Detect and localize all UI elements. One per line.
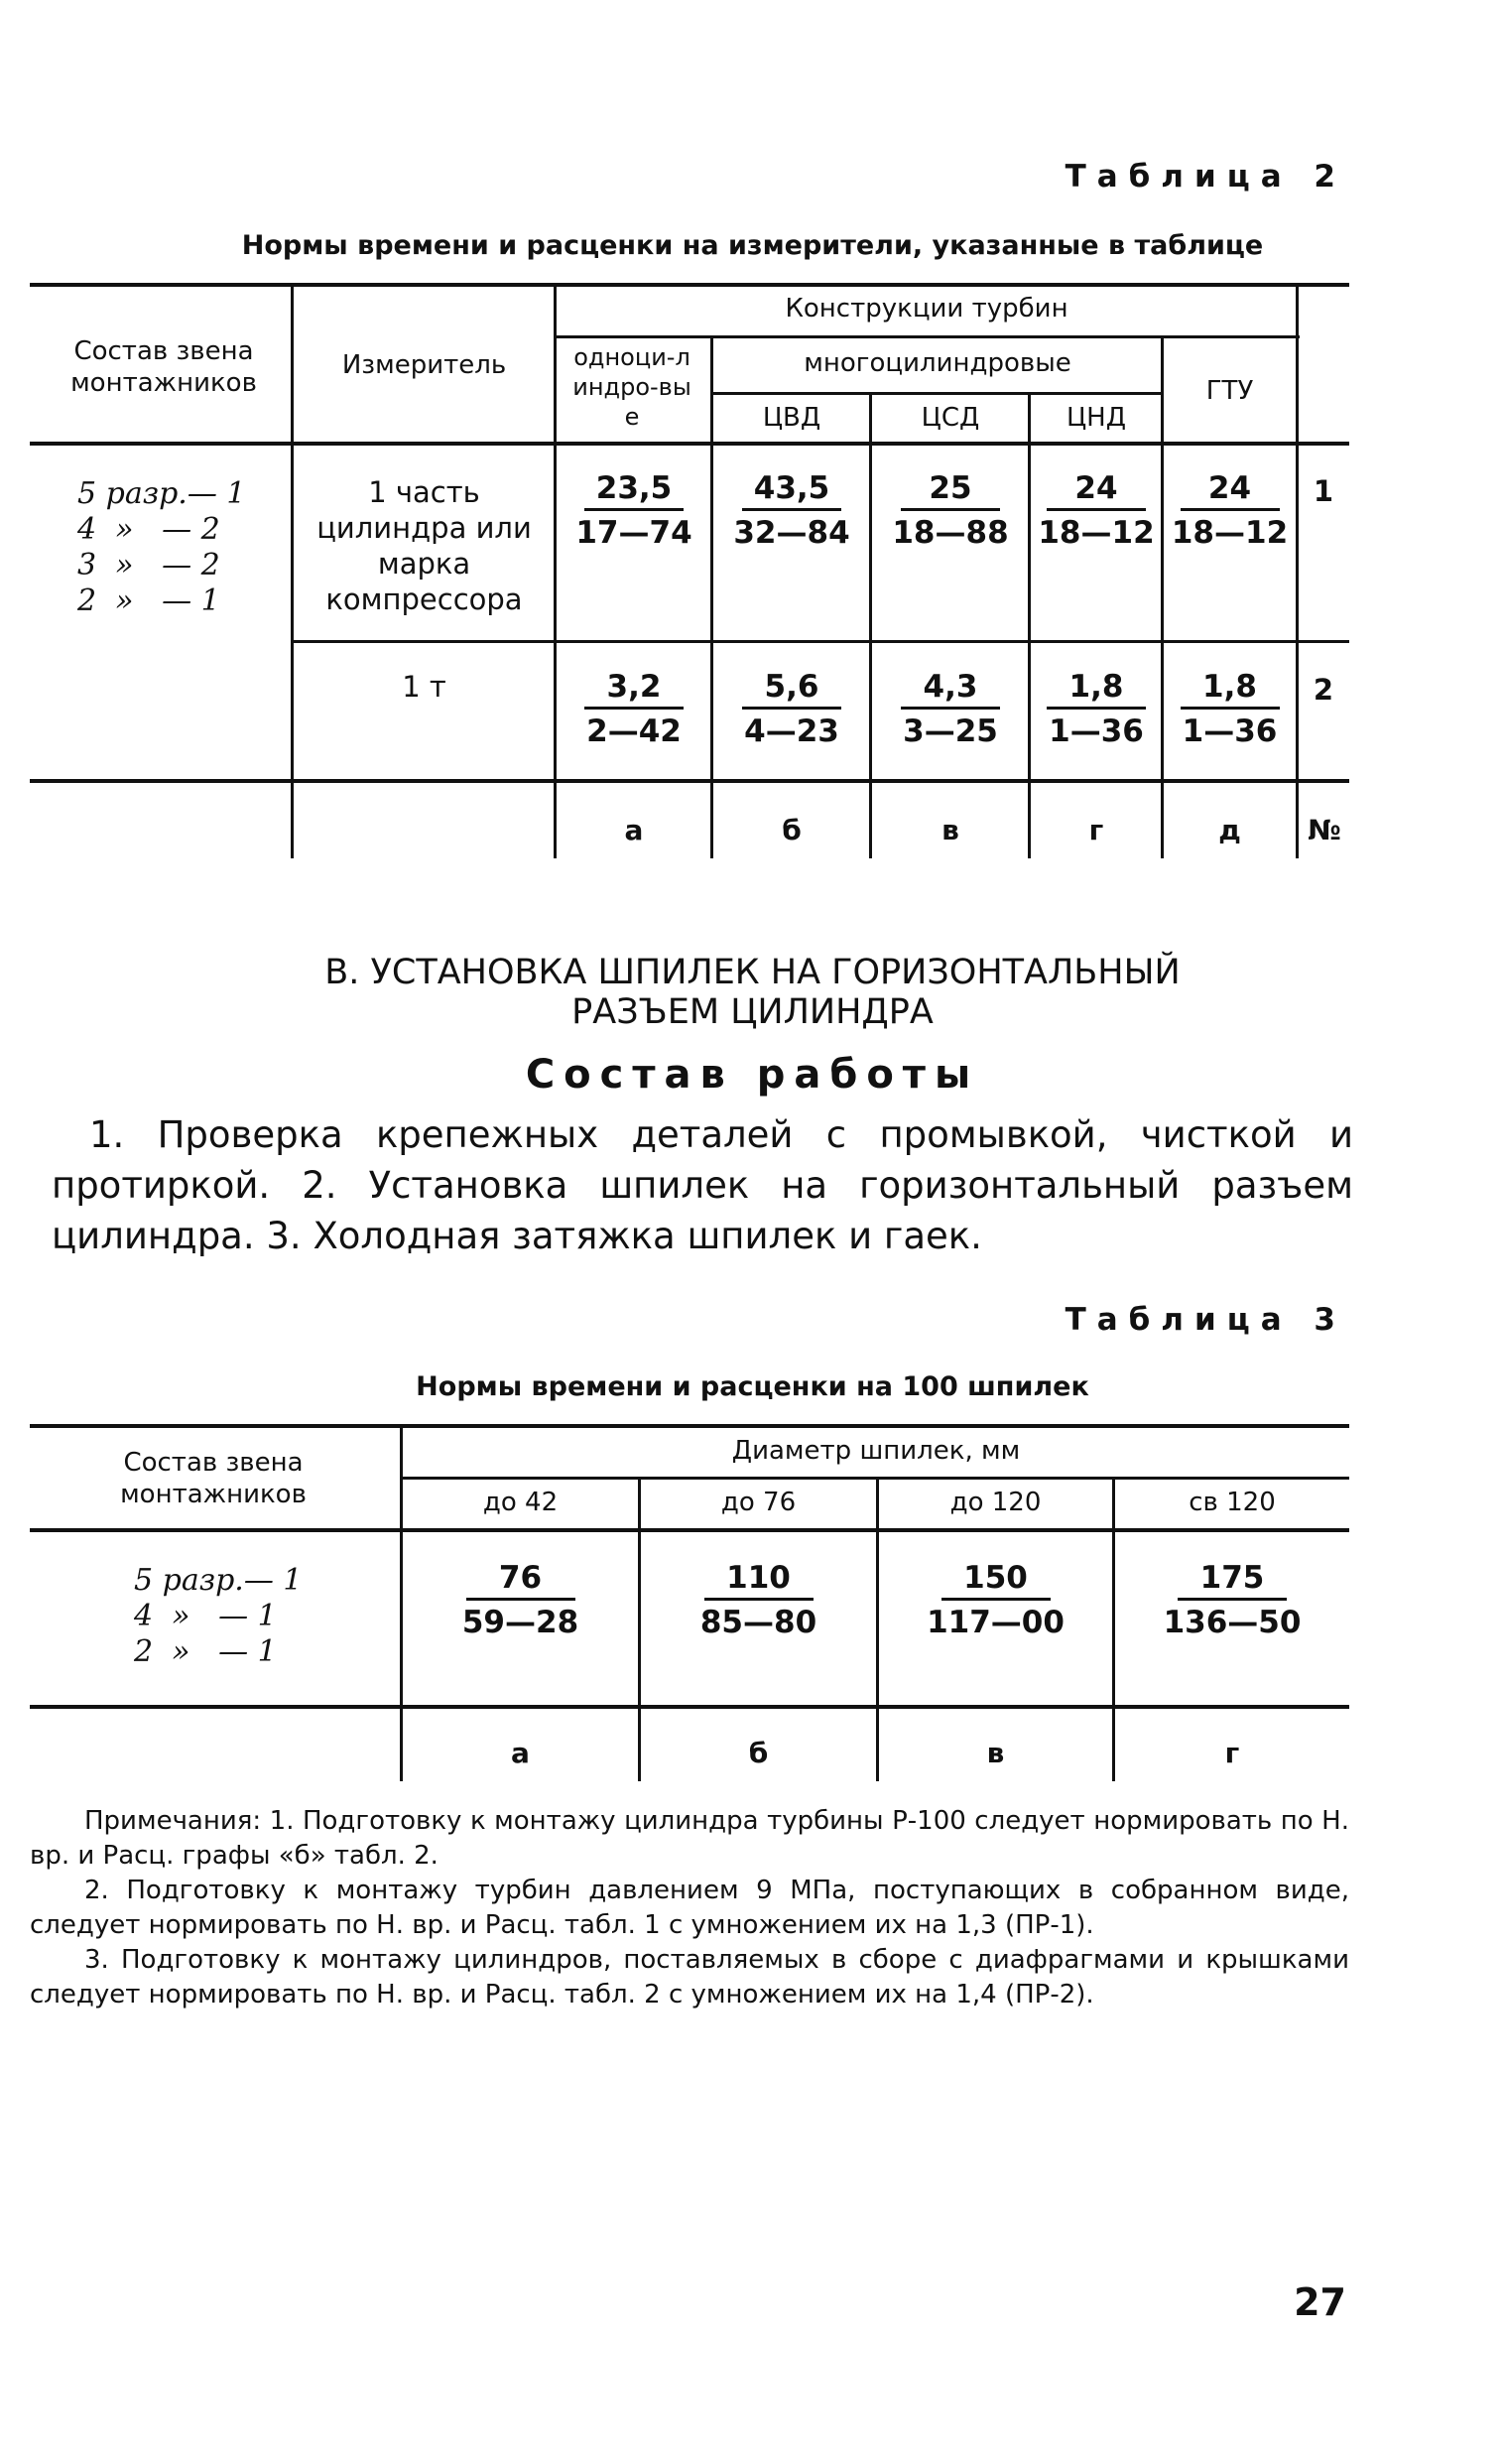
norm-value: 24: [1207, 470, 1252, 506]
table2-row1-cell-c: [873, 468, 1028, 555]
table2-header-cvd: ЦВД: [762, 403, 821, 433]
norm-value: 4,3: [923, 669, 978, 705]
table3-col-letter: б: [748, 1737, 769, 1769]
note-1: Примечания: 1. Подготовку к монтажу цилиндра турбины Р-100 следует нормировать по Н. вр. и Расц. графы «б» табл. 2.: [30, 1806, 1349, 1871]
table2-header-csd: ЦСД: [921, 403, 980, 433]
table2-crew-line: 3 » — 2: [77, 548, 220, 583]
table3-caption: Нормы времени и расценки на 100 шпилек: [416, 1371, 1089, 1402]
table2-row1-cell-e: [1164, 468, 1296, 555]
norm-value: 23,5: [595, 470, 673, 506]
norm-value: 1,8: [1068, 669, 1124, 705]
table3-col-letter: в: [986, 1737, 1005, 1769]
norm-value: 110: [726, 1560, 791, 1596]
table2-caption: Нормы времени и расценки на измерители, указанные в таблице: [241, 230, 1264, 261]
table2-number-label: №: [1308, 814, 1341, 846]
table2-row1-number: 1: [1313, 474, 1334, 508]
table2-col-line: [710, 335, 713, 858]
rate-value: 2—42: [586, 713, 682, 749]
rate-value: 3—25: [903, 713, 998, 749]
rate-value: 4—23: [744, 713, 839, 749]
table3-top-rule: [30, 1424, 1349, 1428]
table3-header-col: св 120: [1189, 1488, 1276, 1517]
table2-crew-line: 4 » — 2: [77, 512, 220, 547]
rate-value: 32—84: [733, 515, 850, 551]
table2-row-rule: [293, 640, 1349, 643]
table2-row1-measure: 1 часть цилиндра или марка компрессора: [316, 475, 532, 616]
rate-value: 18—12: [1038, 515, 1155, 551]
table2-col-line: [554, 283, 557, 858]
table2-col-line: [1028, 392, 1031, 858]
rate-value: 18—88: [892, 515, 1009, 551]
norm-value: 76: [498, 1560, 543, 1596]
table3-crew-line: 5 разр.— 1: [134, 1563, 303, 1598]
section-body: 1. Проверка крепежных деталей с промывкой, чисткой и протиркой. 2. Установка шпилек на горизонтальный разъем цилиндра. 3. Холодная затяжка шпилек и гаек.: [52, 1113, 1353, 1257]
table2-bottom-rule: [30, 779, 1349, 783]
table3-cell-c: [879, 1558, 1112, 1644]
table2-row2-cell-a: [558, 667, 710, 753]
table2-header-gtu: ГТУ: [1205, 376, 1254, 406]
note-3: 3. Подготовку к монтажу цилиндров, поставляемых в сборе с диафрагмами и крышками следует нормировать по Н. вр. и Расц. табл. 2 с умножением их на 1,4 (ПР-2).: [30, 1945, 1349, 2010]
table2-row2-measure: 1 т: [402, 670, 446, 704]
table2-col-letter: д: [1218, 814, 1241, 846]
table2-header-single: одноци-линдро-вые: [572, 343, 691, 431]
norm-value: 5,6: [764, 669, 819, 705]
table2-row2-cell-e: [1164, 667, 1296, 753]
norm-value: 43,5: [753, 470, 830, 506]
table2-row2-number: 2: [1313, 673, 1334, 707]
table3-label: Таблица 3: [1065, 1302, 1346, 1338]
table2-row2-cell-d: [1032, 667, 1161, 753]
table2-rule: [556, 335, 1300, 338]
rate-value: 1—36: [1049, 713, 1144, 749]
table2-row1-cell-a: [558, 468, 710, 555]
norm-value: 175: [1199, 1560, 1265, 1596]
table3-header-col: до 42: [482, 1488, 559, 1517]
table2-row2-cell-c: [873, 667, 1028, 753]
rate-value: 18—12: [1171, 515, 1289, 551]
table2-col-line: [869, 392, 872, 858]
table2-rule: [712, 392, 1163, 395]
table2-header-constructions: Конструкции турбин: [785, 294, 1068, 324]
norm-value: 25: [929, 470, 972, 506]
table3-bottom-rule: [30, 1705, 1349, 1709]
rate-value: 136—50: [1163, 1605, 1302, 1640]
table2-row1-cell-d: [1032, 468, 1161, 555]
table2-top-rule: [30, 283, 1349, 287]
table2-header-crew: Состав звена монтажников: [70, 336, 257, 398]
table2-row2-cell-b: [714, 667, 869, 753]
rate-value: 59—28: [461, 1605, 579, 1640]
table3-cell-a: [403, 1558, 638, 1644]
table3-header-col: до 76: [720, 1488, 797, 1517]
rate-value: 1—36: [1182, 713, 1278, 749]
table2-col-line: [1296, 283, 1299, 858]
table2-crew-line: 5 разр.— 1: [77, 476, 246, 511]
table3-col-letter: г: [1224, 1737, 1240, 1769]
table2-header-multi: многоцилиндровые: [804, 348, 1071, 378]
table3-cell-b: [641, 1558, 876, 1644]
table2-row1-cell-b: [714, 468, 869, 555]
table3-col-letter: а: [511, 1737, 530, 1769]
table3-header-col: до 120: [949, 1488, 1042, 1517]
norm-value: 150: [963, 1560, 1028, 1596]
section-title-line2: РАЗЪЕМ ЦИЛИНДРА: [571, 992, 934, 1032]
table3-crew-line: 2 » — 1: [134, 1634, 277, 1669]
note-2: 2. Подготовку к монтажу турбин давлением 9 МПа, поступающих в собранном виде, следует нормировать по Н. вр. и Расц. табл. 1 с умножением их на 1,3 (ПР-1).: [30, 1876, 1349, 1940]
rate-value: 85—80: [699, 1605, 817, 1640]
table2-label: Таблица 2: [1065, 159, 1346, 195]
table2-col-letter: б: [782, 814, 802, 846]
section-subtitle: Состав работы: [525, 1052, 980, 1098]
table2-header-cnd: ЦНД: [1066, 403, 1127, 433]
table2-col-letter: в: [941, 814, 959, 846]
table2-col-line: [291, 283, 294, 858]
table3-crew-line: 4 » — 1: [134, 1599, 277, 1633]
table2-crew-line: 2 » — 1: [77, 584, 220, 618]
page-number: 27: [1294, 2280, 1346, 2324]
table2-col-letter: г: [1088, 814, 1104, 846]
table2-header-measure: Измеритель: [341, 350, 507, 380]
table3-cell-d: [1115, 1558, 1349, 1644]
table2-header-bottom-rule: [30, 442, 1349, 446]
table2-col-line: [1161, 335, 1164, 858]
norm-value: 3,2: [606, 669, 662, 705]
section-title-line1: В. УСТАНОВКА ШПИЛЕК НА ГОРИЗОНТАЛЬНЫЙ: [324, 953, 1181, 992]
table3-header-bottom-rule: [30, 1528, 1349, 1532]
rate-value: 117—00: [927, 1605, 1065, 1640]
table3-header-crew: Состав звена монтажников: [120, 1448, 307, 1509]
table2-col-letter: а: [624, 814, 644, 846]
table3-header-diameter: Диаметр шпилек, мм: [731, 1436, 1021, 1466]
norm-value: 24: [1074, 470, 1118, 506]
norm-value: 1,8: [1202, 669, 1257, 705]
rate-value: 17—74: [575, 515, 692, 551]
